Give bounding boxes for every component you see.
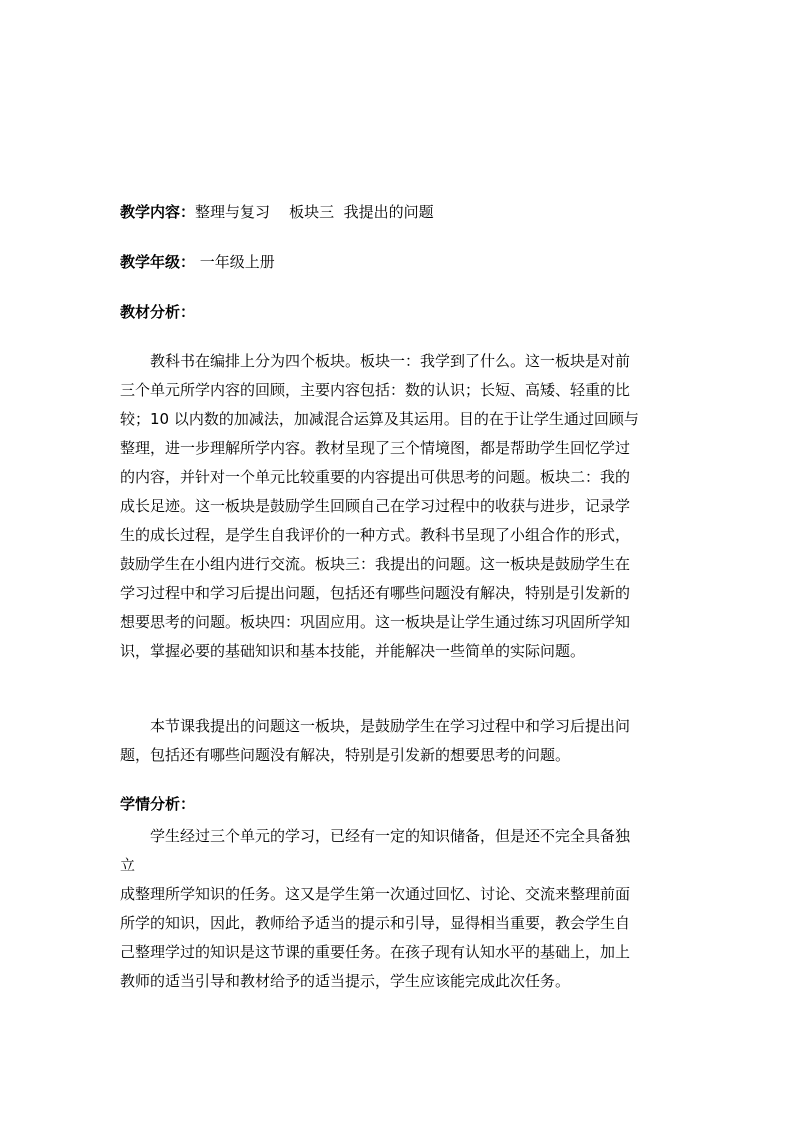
paragraph-line: 三个单元所学内容的回顾，主要内容包括：数的认识；长短、高矮、轻重的比 [120, 381, 631, 399]
teaching-grade-line [120, 252, 275, 272]
teaching-grade-label: 教学年级： [120, 253, 196, 271]
teaching-grade-value: 一年级上册 [195, 253, 275, 271]
paragraph-line: 生的成长过程，是学生自我评价的一种方式。教科书呈现了小组合作的形式， [120, 526, 631, 544]
paragraph-line: 识，掌握必要的基础知识和基本技能，并能解决一些简单的实际问题。 [120, 642, 586, 660]
student-analysis-heading: 学情分析： [120, 795, 196, 813]
paragraph-line: 较；10 以内数的加减法，加减混合运算及其运用。目的在于让学生通过回顾与 [120, 410, 639, 428]
paragraph-line: 的内容，并针对一个单元比较重要的内容提出可供思考的问题。板块二：我的 [120, 468, 631, 486]
material-analysis-heading: 教材分析： [120, 303, 196, 321]
paragraph-line: 学生经过三个单元的学习，已经有一定的知识储备，但是还不完全具备独 [150, 827, 631, 845]
paragraph-line: 本节课我提出的问题这一板块，是鼓励学生在学习过程中和学习后提出问 [150, 717, 631, 735]
paragraph-line: 成长足迹。这一板块是鼓励学生回顾自己在学习过程中的收获与进步，记录学 [120, 497, 631, 515]
paragraph-line: 立 [120, 856, 136, 874]
teaching-content-line [120, 202, 434, 222]
paragraph-line: 鼓励学生在小组内进行交流。板块三：我提出的问题。这一板块是鼓励学生在 [120, 555, 631, 573]
paragraph-line: 所学的知识，因此，教师给予适当的提示和引导，显得相当重要，教会学生自 [120, 914, 631, 932]
paragraph-line: 己整理学过的知识是这节课的重要任务。在孩子现有认知水平的基础上，加上 [120, 943, 631, 961]
paragraph-line: 教科书在编排上分为四个板块。板块一：我学到了什么。这一板块是对前 [150, 352, 631, 370]
material-analysis-paragraph [120, 347, 680, 666]
paragraph-line: 学习过程中和学习后提出问题，包括还有哪些问题没有解决，特别是引发新的 [120, 584, 631, 602]
paragraph-line: 想要思考的问题。板块四：巩固应用。这一板块是让学生通过练习巩固所学知 [120, 613, 631, 631]
teaching-content-value: 整理与复习 板块三 我提出的问题 [195, 203, 434, 221]
material-analysis-paragraph-2 [120, 712, 680, 770]
teaching-content-label: 教学内容： [120, 203, 196, 221]
paragraph-line: 整理，进一步理解所学内容。教材呈现了三个情境图，都是帮助学生回忆学过 [120, 439, 631, 457]
paragraph-line: 成整理所学知识的任务。这又是学生第一次通过回忆、讨论、交流来整理前面 [120, 885, 631, 903]
student-analysis-paragraph [120, 822, 680, 996]
paragraph-line: 题，包括还有哪些问题没有解决，特别是引发新的想要思考的问题。 [120, 746, 571, 764]
paragraph-line: 教师的适当引导和教材给予的适当提示，学生应该能完成此次任务。 [120, 972, 571, 990]
